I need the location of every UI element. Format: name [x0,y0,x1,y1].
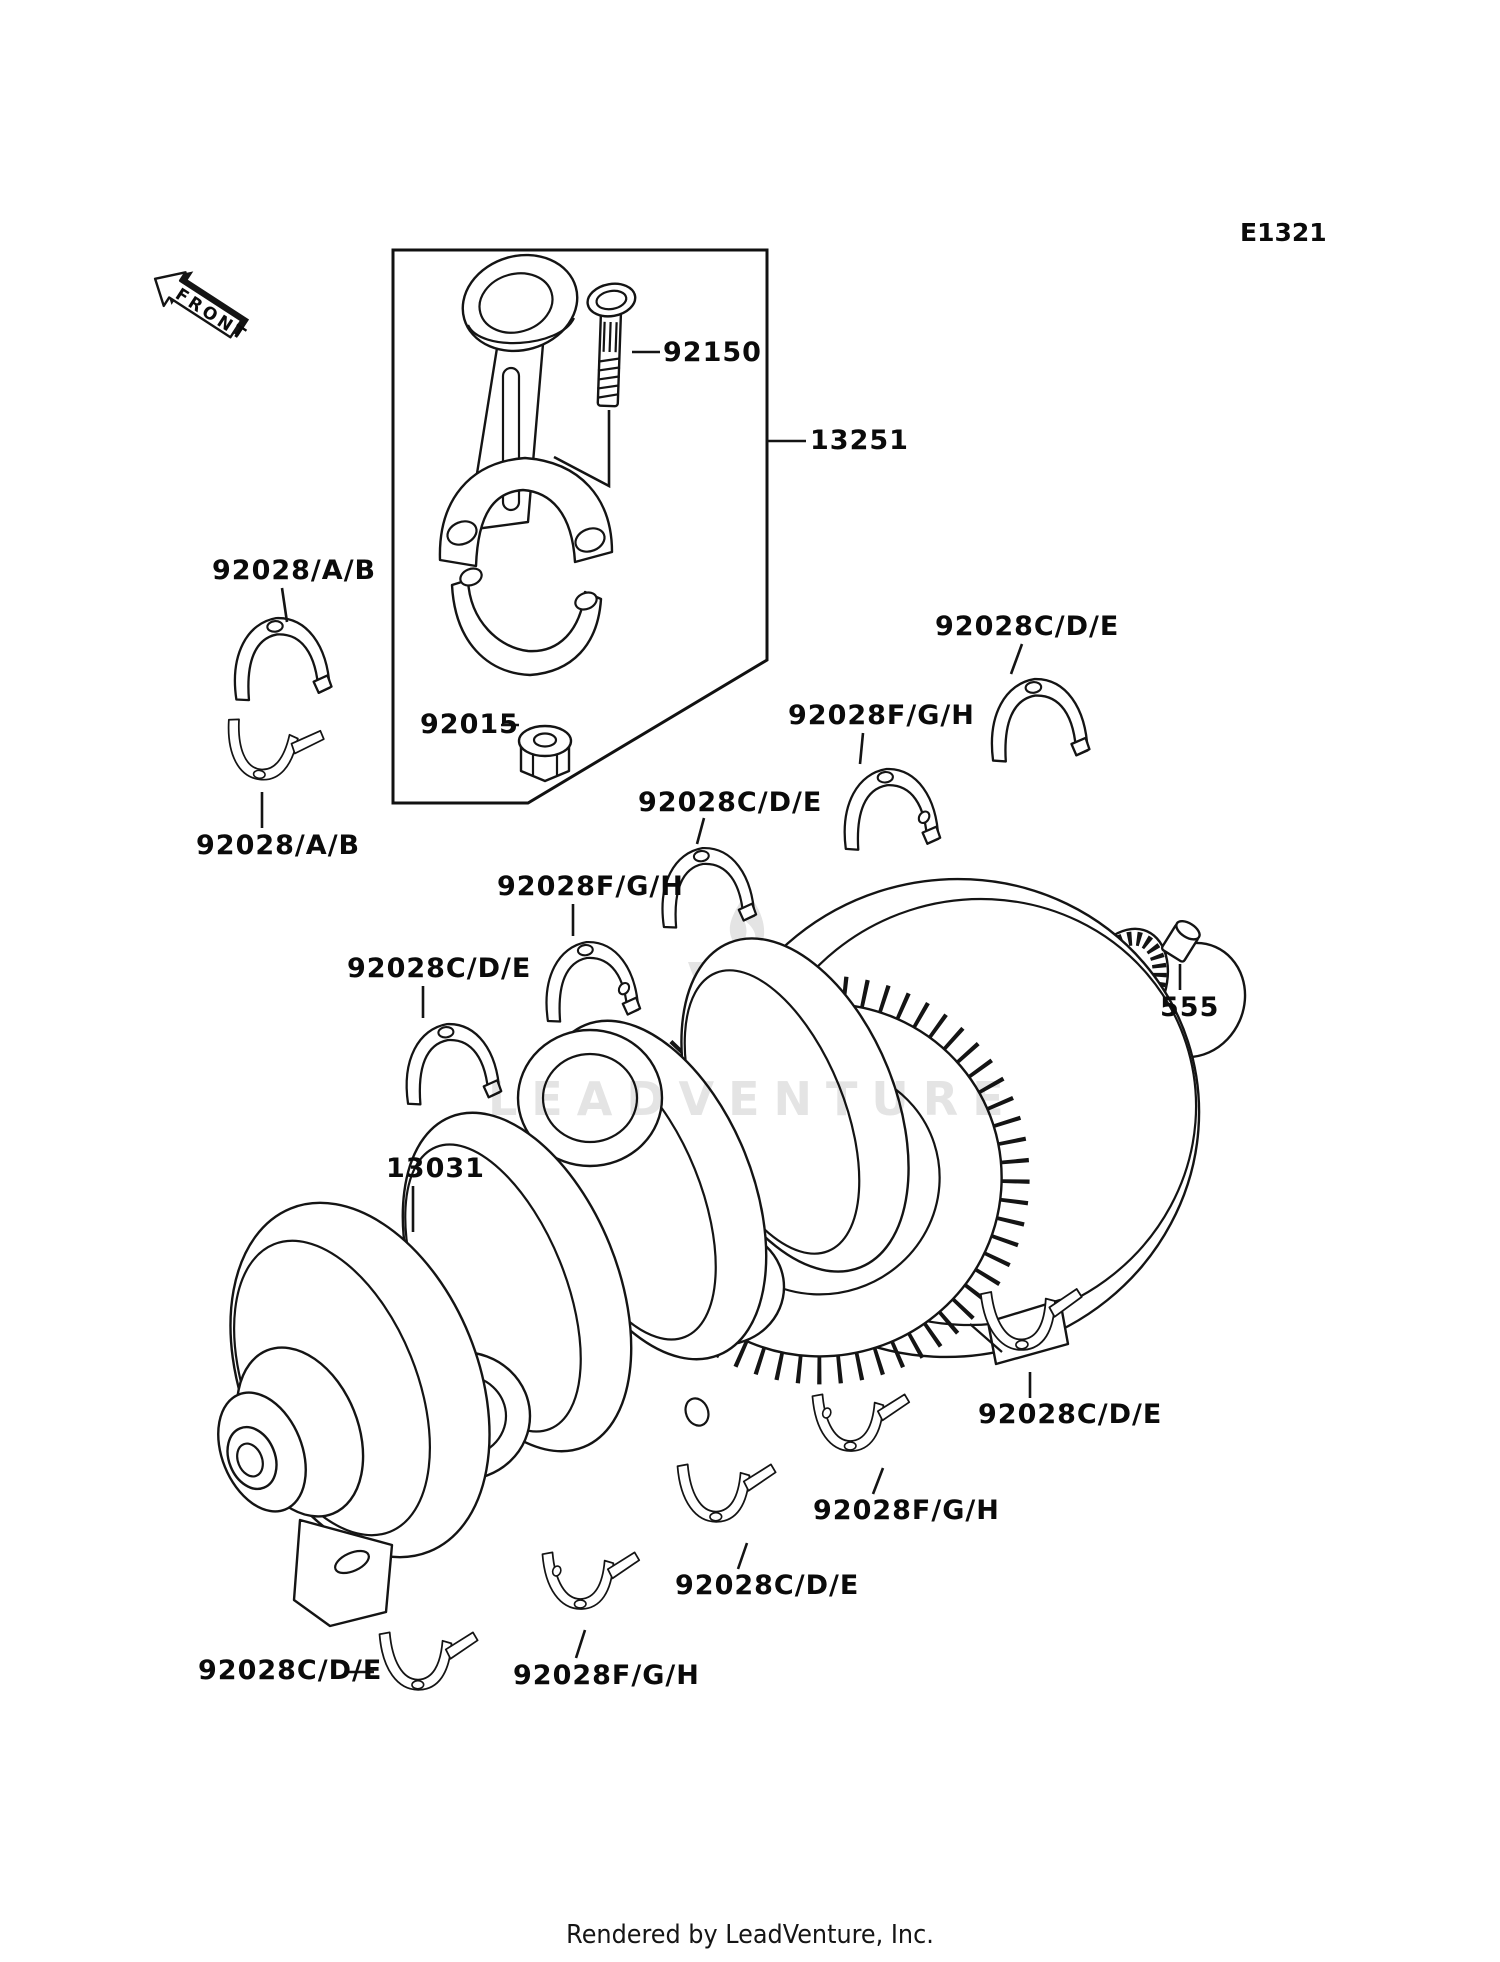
part-label-92015[interactable]: 92015 [420,709,519,740]
diagram-code: E1321 [1240,218,1327,247]
bearing-shell-92028CDE-6[interactable] [379,1629,479,1691]
part-label-92028CDE-5[interactable]: 92028C/D/E [675,1570,860,1601]
bearing-shell-92028FGH-4[interactable] [542,1549,640,1610]
bearing-shell-92028FGH-3[interactable] [812,1391,910,1452]
bearing-shell-92028CDE-5[interactable] [677,1461,777,1523]
part-label-92028CDE-4[interactable]: 92028C/D/E [978,1399,1163,1430]
part-label-92028CDE-6[interactable]: 92028C/D/E [198,1655,383,1686]
part-label-92028CDE-3[interactable]: 92028C/D/E [347,953,532,984]
part-label-92150[interactable]: 92150 [663,337,762,368]
bearing-shell-92028FGH-1[interactable] [839,765,941,851]
bearing-shell-92028AB-lower[interactable] [223,718,325,785]
bolt-92150[interactable] [581,278,639,406]
part-label-92028FGH-2[interactable]: 92028F/G/H [497,871,684,902]
bearing-shell-92028CDE-3[interactable] [400,1019,502,1105]
part-label-92028CDE-1[interactable]: 92028C/D/E [935,611,1120,642]
rod-cap[interactable] [452,565,601,675]
watermark-text: LEADVENTURE [488,1072,1018,1126]
part-label-92028AB-2[interactable]: 92028/A/B [196,830,361,861]
part-label-13251[interactable]: 13251 [810,425,909,456]
nut-92015[interactable] [519,726,571,781]
part-label-13031[interactable]: 13031 [386,1153,485,1184]
part-label-555[interactable]: 555 [1160,992,1220,1023]
bearing-shell-92028CDE-1[interactable] [986,675,1090,763]
crankshaft-13031[interactable] [181,815,1263,1626]
part-label-92028AB-1[interactable]: 92028/A/B [212,555,377,586]
connecting-rod-13251[interactable] [440,242,612,566]
front-arrow-text: FRONT [171,284,252,347]
part-label-92028FGH-1[interactable]: 92028F/G/H [788,700,975,731]
front-direction-arrow [145,256,260,353]
part-label-92028CDE-2[interactable]: 92028C/D/E [638,787,823,818]
part-label-92028FGH-3[interactable]: 92028F/G/H [813,1495,1000,1526]
footer-credit: Rendered by LeadVenture, Inc. [566,1920,934,1950]
part-label-92028FGH-4[interactable]: 92028F/G/H [513,1660,700,1691]
bearing-shell-92028AB-upper[interactable] [228,613,332,701]
bearing-shell-92028FGH-2[interactable] [540,937,641,1023]
